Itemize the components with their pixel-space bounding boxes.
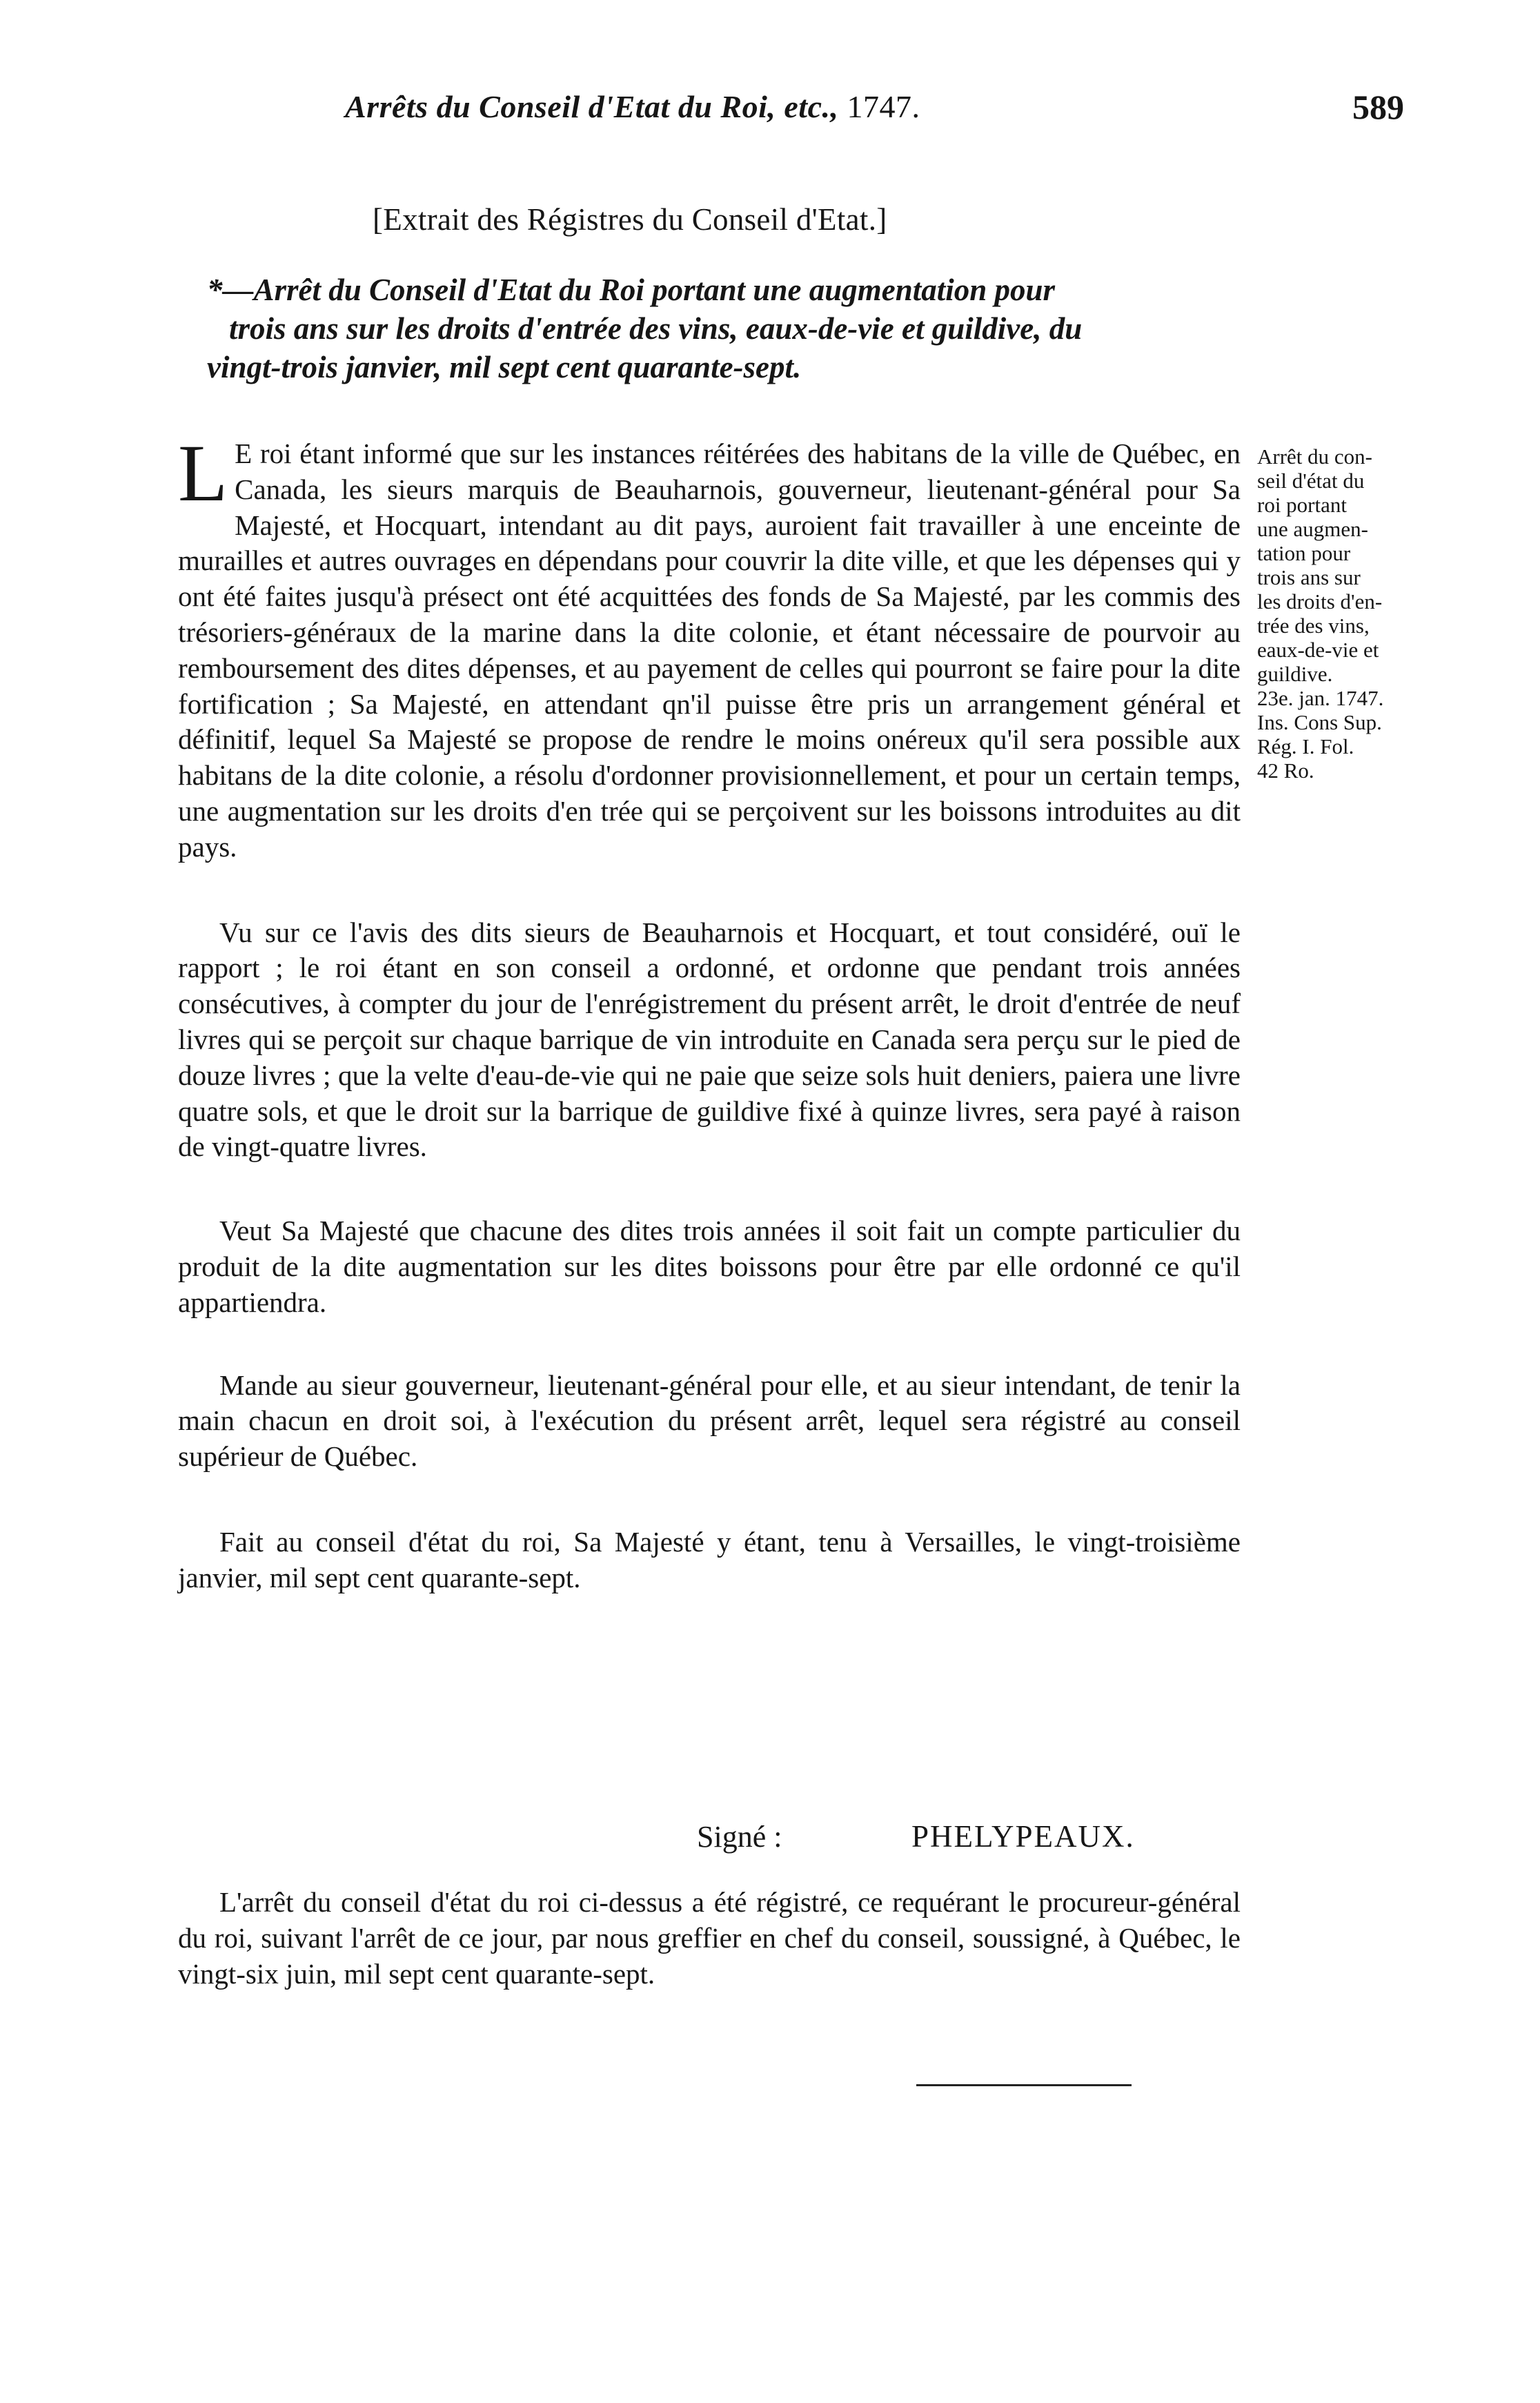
margin-note [1257, 444, 1443, 783]
signature-name: PHELYPEAUX. [911, 1819, 1135, 1854]
running-head-year: 1747. [847, 89, 920, 124]
signature-label: Signé : [697, 1820, 782, 1854]
margin-note-line: eaux-de-vie et [1257, 638, 1379, 662]
margin-note-line: seil d'état du [1257, 469, 1365, 493]
margin-note-line: tation pour [1257, 541, 1351, 565]
paragraph-1 [178, 428, 1241, 865]
margin-note-line: les droits d'en- [1257, 589, 1383, 614]
page-number: 589 [1352, 88, 1404, 126]
margin-note-line: guildive. [1257, 662, 1333, 686]
margin-note-line: Rég. I. Fol. [1257, 734, 1354, 758]
margin-note-line: une augmen- [1257, 517, 1368, 541]
extrait-heading: [Extrait des Régistres du Conseil d'Etat.] [373, 202, 887, 237]
registration-text [178, 1885, 1241, 1992]
title-line-2: trois ans sur les droits d'entrée des vins, eaux-de-vie et guildive, du [229, 311, 1083, 346]
closing-rule [916, 2084, 1132, 2086]
paragraph-3: Veut Sa Majesté que chacune des dites trois années il soit fait un compte particulier du produit de la dite augmentation sur les dites boissons pour être par elle ordonné ce qu'il appartiendra. [178, 1215, 1241, 1318]
margin-note-line: 42 Ro. [1257, 758, 1314, 783]
paragraph-1-text: E roi étant informé que sur les instances réitérées des habitans de la ville de Québec, en Canada, les sieurs marquis de Beauharnois, gouverneur, lieutenant-général pour Sa Majesté, et Hocquart, intendant au dit pays, auroient fait travailler à une enceinte de murailles et autres ouvrages en dépendans pour couvrir la dite ville, et que les dépenses qui y ont été faites jusqu'à présect ont été acquittées des fonds de Sa Majesté, par les commis des trésoriers-généraux de la marine dans la dite colonie, et étant nécessaire de pourvoir au remboursement des dites dépenses, et au payement de celles qui pourront se faire pour la dite fortification ; Sa Majesté, en attendant qn'il puisse être pris un arrangement général et définitif, lequel Sa Majesté se propose de rendre le moins onéreux qu'il sera possible aux habitans de la dite colonie, a résolu d'ordonner provisionnellement, et pour un certain temps, une augmentation sur les droits d'en trée qui se perçoivent sur les boissons introduites au dit pays. [178, 438, 1241, 863]
paragraph-2: Vu sur ce l'avis des dits sieurs de Beauharnois et Hocquart, et tout considéré, ouï le rapport ; le roi étant en son conseil a ordonné, et ordonne que pendant trois années consécutives, à compter du jour de l'enrégistrement du présent arrêt, le droit d'entrée de neuf livres qui se perçoit sur chaque barrique de vin introduite en Canada sera perçu sur le pied de douze livres ; que la velte d'eau-de-vie qui ne paie que seize sols huit deniers, paiera une livre quatre sols, et que le droit sur la barrique de guildive fixé à quinze livres, sera payé à raison de vingt-quatre livres. [178, 916, 1241, 1163]
margin-note-line: 23e. jan. 1747. [1257, 686, 1384, 710]
margin-note-line: Arrêt du con- [1257, 444, 1372, 469]
margin-note-line: Ins. Cons Sup. [1257, 710, 1382, 734]
signature-line [697, 1818, 1263, 1854]
drop-cap: L [178, 428, 228, 518]
title-line-1: *—Arrêt du Conseil d'Etat du Roi portant une augmentation pour [207, 273, 1056, 307]
running-head-text: Arrêts du Conseil d'Etat du Roi, etc., [345, 89, 839, 124]
main-text [178, 428, 1241, 1596]
paragraph-5: Fait au conseil d'état du roi, Sa Majesté y étant, tenu à Versailles, le vingt-troisième janvier, mil sept cent quarante-sept. [178, 1525, 1241, 1593]
title-line-3: vingt-trois janvier, mil sept cent quarante-sept. [207, 350, 802, 384]
paragraph-4: Mande au sieur gouverneur, lieutenant-général pour elle, et au sieur intendant, de tenir la main chacun en droit soi, à l'exécution du présent arrêt, lequel sera régistré au conseil supérieur de Québec. [178, 1369, 1241, 1473]
margin-note-line: roi portant [1257, 493, 1347, 517]
document-title [207, 271, 1256, 386]
margin-note-line: trée des vins, [1257, 614, 1370, 638]
registration-paragraph: L'arrêt du conseil d'état du roi ci-dessus a été régistré, ce requérant le procureur-général du roi, suivant l'arrêt de ce jour, par nous greffier en chef du conseil, soussigné, à Québec, le vingt-six juin, mil sept cent quarante-sept. [178, 1886, 1241, 1990]
running-head [345, 88, 1173, 125]
margin-note-line: trois ans sur [1257, 565, 1361, 589]
